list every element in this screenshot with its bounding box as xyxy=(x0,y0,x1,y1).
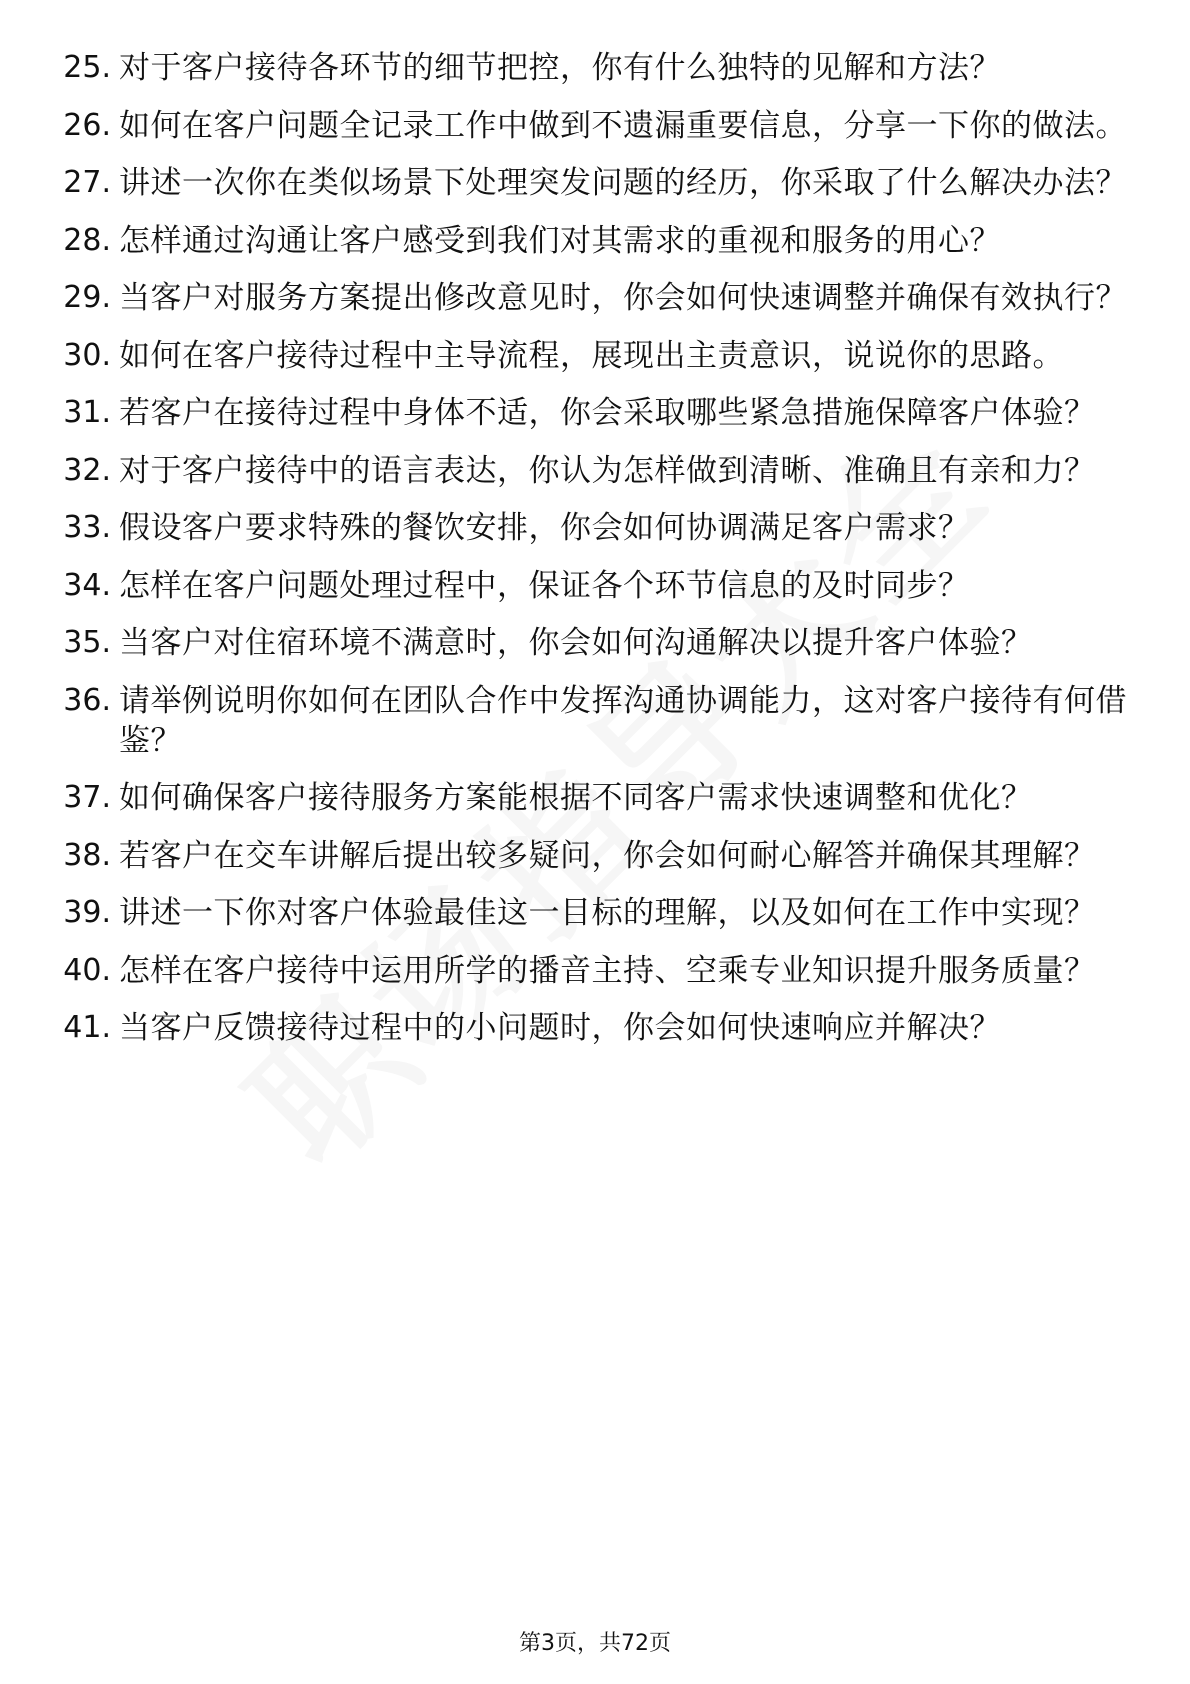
question-number: 30. xyxy=(63,337,111,373)
question-text: 怎样在客户问题处理过程中，保证各个环节信息的及时同步？ xyxy=(119,567,970,604)
page-number: 第3页，共72页 xyxy=(519,1631,671,1656)
question-text: 怎样在客户接待中运用所学的播音主持、空乘专业知识提升服务质量？ xyxy=(119,952,1096,989)
question-item xyxy=(0,836,1190,876)
question-text: 对于客户接待各环节的细节把控，你有什么独特的见解和方法？ xyxy=(119,50,1001,86)
question-number: 31. xyxy=(63,395,111,430)
question-text: 讲述一次你在类似场景下处理突发问题的经历，你采取了什么解决办法？ xyxy=(119,165,1127,201)
question-item xyxy=(0,336,1190,376)
question-item xyxy=(0,951,1190,991)
question-text: 讲述一下你对客户体验最佳这一目标的理解，以及如何在工作中实现？ xyxy=(119,895,1096,931)
question-text: 当客户对住宿环境不满意时，你会如何沟通解决以提升客户体验？ xyxy=(119,625,1033,661)
question-item xyxy=(0,48,1190,88)
page-footer xyxy=(0,1630,1190,1658)
question-number: 33. xyxy=(63,510,111,545)
question-item xyxy=(0,566,1190,606)
question-number: 38. xyxy=(63,837,111,873)
question-item xyxy=(0,163,1190,203)
question-item xyxy=(0,893,1190,933)
question-number: 28. xyxy=(63,222,111,258)
question-number: 25. xyxy=(63,50,111,85)
question-item xyxy=(0,508,1190,548)
question-number: 29. xyxy=(63,280,111,315)
question-item xyxy=(0,221,1190,261)
question-number: 32. xyxy=(63,452,111,488)
question-item xyxy=(0,393,1190,433)
question-item xyxy=(0,1008,1190,1048)
question-item xyxy=(0,278,1190,318)
question-number: 37. xyxy=(63,780,111,815)
question-number: 34. xyxy=(63,567,111,603)
question-text: 如何确保客户接待服务方案能根据不同客户需求快速调整和优化？ xyxy=(119,780,1033,816)
question-item xyxy=(0,623,1190,663)
question-item xyxy=(0,778,1190,818)
question-text: 请举例说明你如何在团队合作中发挥沟通协调能力，这对客户接待有何借鉴？ xyxy=(119,682,1127,759)
question-text: 假设客户要求特殊的餐饮安排，你会如何协调满足客户需求？ xyxy=(119,510,970,546)
question-text: 如何在客户问题全记录工作中做到不遗漏重要信息，分享一下你的做法。 xyxy=(119,107,1127,144)
question-item xyxy=(0,451,1190,491)
question-number: 35. xyxy=(63,625,111,660)
question-text: 当客户反馈接待过程中的小问题时，你会如何快速响应并解决？ xyxy=(119,1010,1001,1046)
question-number: 26. xyxy=(63,107,111,143)
question-text: 怎样通过沟通让客户感受到我们对其需求的重视和服务的用心？ xyxy=(119,222,1001,259)
question-item xyxy=(0,106,1190,146)
question-number: 27. xyxy=(63,165,111,200)
question-text: 若客户在接待过程中身体不适，你会采取哪些紧急措施保障客户体验？ xyxy=(119,395,1096,431)
question-number: 40. xyxy=(63,952,111,988)
question-number: 39. xyxy=(63,895,111,930)
question-list xyxy=(0,48,1190,1066)
question-number: 41. xyxy=(63,1010,111,1045)
question-text: 对于客户接待中的语言表达，你认为怎样做到清晰、准确且有亲和力？ xyxy=(119,452,1096,489)
question-number: 36. xyxy=(63,682,111,718)
question-item xyxy=(0,681,1190,761)
question-text: 若客户在交车讲解后提出较多疑问，你会如何耐心解答并确保其理解？ xyxy=(119,837,1096,874)
question-text: 如何在客户接待过程中主导流程，展现出主责意识，说说你的思路。 xyxy=(119,337,1064,374)
question-text: 当客户对服务方案提出修改意见时，你会如何快速调整并确保有效执行？ xyxy=(119,280,1127,316)
